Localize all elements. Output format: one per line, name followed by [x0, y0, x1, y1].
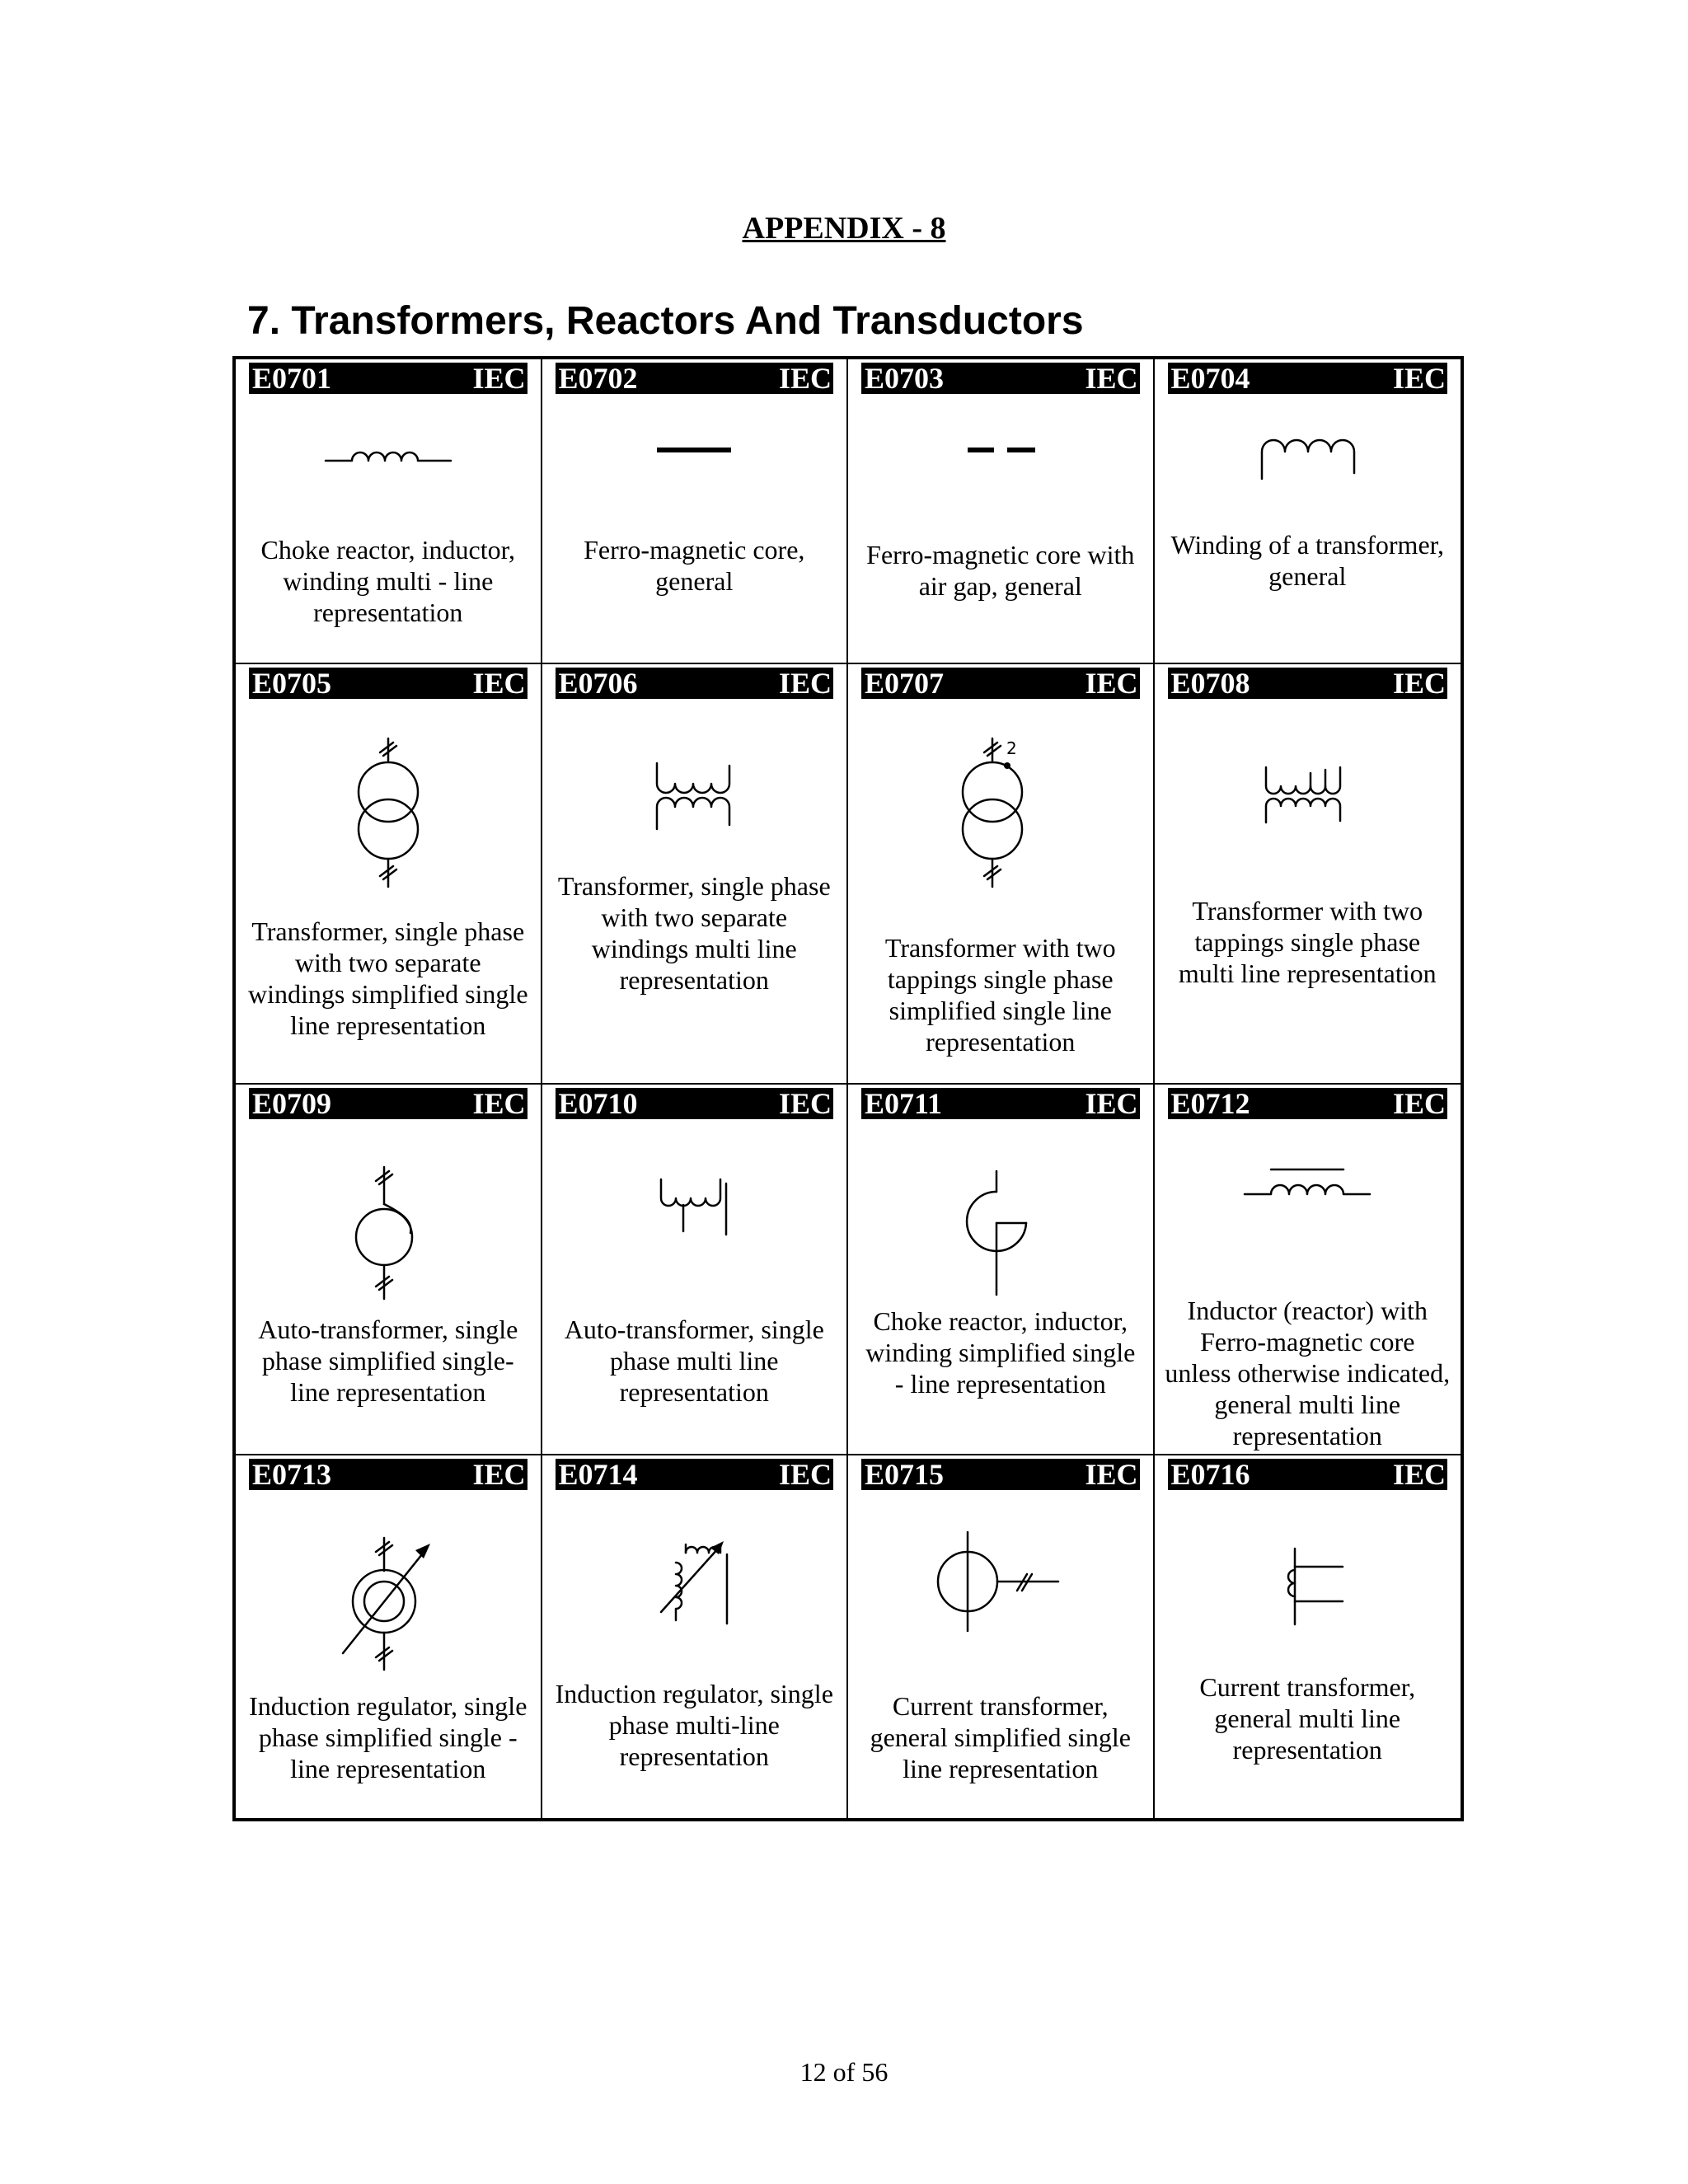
symbol-standard: IEC	[1085, 1458, 1138, 1491]
symbol-code: E0715	[865, 1458, 945, 1491]
symbol-cell	[236, 359, 542, 664]
symbol-standard: IEC	[472, 1087, 526, 1120]
symbol-cell	[236, 664, 542, 1085]
svg-text:2: 2	[1006, 738, 1017, 758]
cell-header	[1168, 1459, 1448, 1490]
symbol-cell	[1155, 359, 1461, 664]
symbol-description: Ferro-magnetic core with air gap, general	[866, 540, 1135, 601]
page-number: 12 of 56	[799, 2057, 889, 2087]
symbol-standard: IEC	[1392, 667, 1446, 700]
cell-header	[861, 363, 1140, 394]
induction-regulator-multi-line-icon	[542, 1538, 847, 1629]
symbol-cell	[848, 1455, 1155, 1818]
cell-header	[1168, 1088, 1448, 1119]
symbol-code: E0709	[252, 1087, 332, 1120]
symbol-code: E0707	[865, 667, 945, 700]
symbol-description: Choke reactor, inductor, winding simplified single - line representation	[865, 1306, 1136, 1399]
symbol-code: E0708	[1170, 667, 1250, 700]
symbol-description: Current transformer, general simplified single line representation	[870, 1691, 1131, 1783]
section-title: 7. Transformers, Reactors And Transductors	[247, 299, 1084, 343]
cell-header	[556, 363, 834, 394]
symbol-code: E0712	[1170, 1087, 1250, 1120]
symbol-description: Transformer with two tappings single phase simplified single line representation	[884, 933, 1116, 1057]
induction-regulator-single-line-icon	[236, 1534, 541, 1674]
symbol-standard: IEC	[1085, 362, 1138, 395]
symbol-description: Induction regulator, single phase multi-line representation	[555, 1679, 833, 1771]
transformer-multi-line-icon	[542, 759, 847, 833]
symbol-code: E0706	[558, 667, 638, 700]
symbol-cell	[848, 359, 1155, 664]
cell-header	[861, 1459, 1140, 1490]
symbol-cell	[848, 664, 1155, 1085]
symbol-description: Auto-transformer, single phase simplified single-line representation	[258, 1315, 518, 1407]
symbol-cell	[848, 1085, 1155, 1455]
symbol-standard: IEC	[1392, 1458, 1446, 1491]
cell-header	[1168, 668, 1448, 699]
symbol-description: Choke reactor, inductor, winding multi - line representation	[260, 535, 515, 627]
symbol-cell	[542, 664, 849, 1085]
transformer-single-line-icon	[236, 734, 541, 891]
symbol-cell	[236, 1085, 542, 1455]
symbol-standard: IEC	[472, 362, 526, 395]
symbol-code: E0713	[252, 1458, 332, 1491]
symbol-cell	[542, 359, 849, 664]
core-air-gap-icon	[848, 442, 1153, 458]
symbol-standard: IEC	[472, 667, 526, 700]
inductor-winding-icon	[236, 438, 541, 471]
symbol-standard: IEC	[778, 362, 832, 395]
symbol-cell	[542, 1085, 849, 1455]
symbol-standard: IEC	[778, 667, 832, 700]
symbol-code: E0705	[252, 667, 332, 700]
choke-reactor-single-line-icon	[848, 1167, 1153, 1299]
symbol-code: E0703	[865, 362, 945, 395]
symbol-description: Transformer with two tappings single phase multi line representation	[1178, 896, 1437, 988]
symbol-cell	[236, 1455, 542, 1818]
symbol-code: E0701	[252, 362, 332, 395]
symbol-code: E0710	[558, 1087, 638, 1120]
symbol-cell	[1155, 1455, 1461, 1818]
current-transformer-single-line-icon	[848, 1528, 1153, 1635]
symbol-description: Induction regulator, single phase simplified single - line representation	[249, 1691, 528, 1783]
symbol-description: Ferro-magnetic core, general	[584, 535, 805, 596]
symbol-cell	[1155, 664, 1461, 1085]
symbol-description: Current transformer, general multi line representation	[1199, 1672, 1416, 1765]
ferro-magnetic-core-icon	[542, 442, 847, 458]
tapped-transformer-single-line-icon	[848, 734, 1153, 891]
symbol-description: Transformer, single phase with two separate windings simplified single line representation	[247, 916, 528, 1040]
symbol-code: E0714	[558, 1458, 638, 1491]
symbol-code: E0711	[865, 1087, 943, 1120]
cell-header	[861, 668, 1140, 699]
appendix-heading: APPENDIX - 8	[742, 211, 946, 246]
symbol-code: E0704	[1170, 362, 1250, 395]
transformer-winding-icon	[1155, 434, 1461, 483]
auto-transformer-single-line-icon	[236, 1163, 541, 1303]
symbol-standard: IEC	[778, 1087, 832, 1120]
cell-header	[556, 1459, 834, 1490]
symbol-code: E0716	[1170, 1458, 1250, 1491]
cell-header	[249, 668, 528, 699]
cell-header	[249, 363, 528, 394]
symbol-description: Winding of a transformer, general	[1170, 530, 1445, 591]
symbol-standard: IEC	[1085, 1087, 1138, 1120]
symbol-standard: IEC	[1392, 362, 1446, 395]
symbol-cell	[542, 1455, 849, 1818]
symbol-code: E0702	[558, 362, 638, 395]
symbol-standard: IEC	[1085, 667, 1138, 700]
cell-header	[556, 1088, 834, 1119]
cell-header	[861, 1088, 1140, 1119]
symbol-table	[232, 356, 1464, 1821]
symbol-cell	[1155, 1085, 1461, 1455]
symbol-description: Transformer, single phase with two separate windings multi line representation	[557, 871, 831, 995]
inductor-with-core-icon	[1155, 1163, 1461, 1204]
cell-header	[249, 1459, 528, 1490]
symbol-description: Auto-transformer, single phase multi line representation	[564, 1315, 824, 1407]
symbol-description: Inductor (reactor) with Ferro-magnetic core unless otherwise indicated, general multi line representation	[1165, 1296, 1451, 1451]
auto-transformer-multi-line-icon	[542, 1175, 847, 1241]
cell-header	[556, 668, 834, 699]
current-transformer-multi-line-icon	[1155, 1542, 1461, 1633]
tapped-transformer-multi-line-icon	[1155, 763, 1461, 829]
cell-header	[249, 1088, 528, 1119]
symbol-standard: IEC	[472, 1458, 526, 1491]
symbol-standard: IEC	[778, 1458, 832, 1491]
symbol-standard: IEC	[1392, 1087, 1446, 1120]
cell-header	[1168, 363, 1448, 394]
